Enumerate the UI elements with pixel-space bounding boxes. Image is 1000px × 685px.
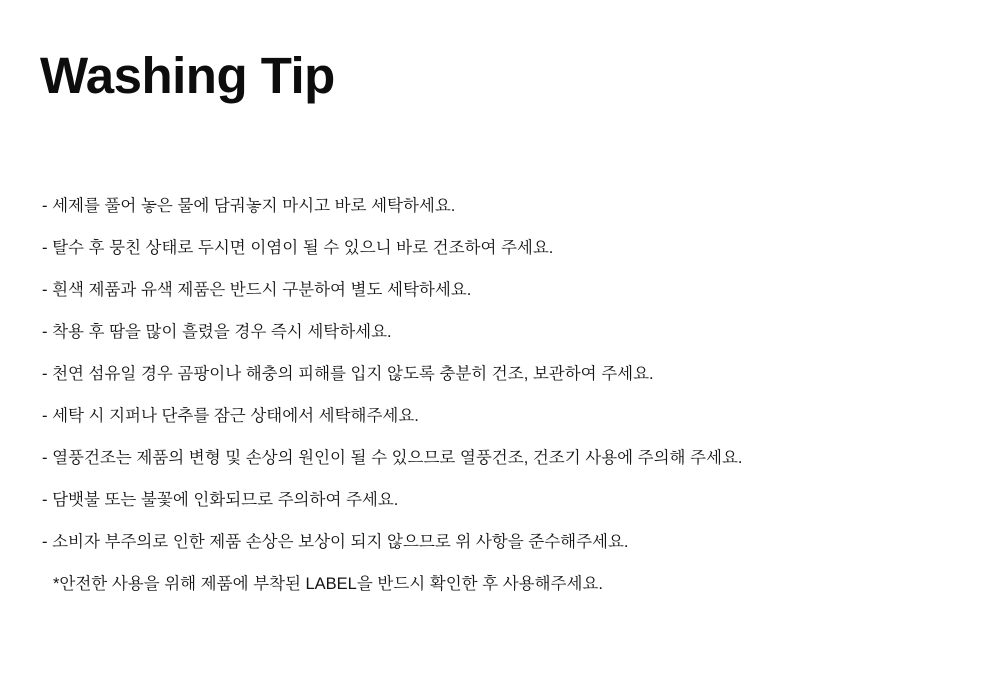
page-title: Washing Tip	[40, 47, 335, 104]
tip-item: - 소비자 부주의로 인한 제품 손상은 보상이 되지 않으므로 위 사항을 준수해주세요.	[42, 533, 629, 551]
tip-item: - 흰색 제품과 유색 제품은 반드시 구분하여 별도 세탁하세요.	[42, 281, 472, 299]
tip-item: - 세제를 풀어 놓은 물에 담궈놓지 마시고 바로 세탁하세요.	[42, 197, 456, 215]
tip-list	[42, 198, 962, 593]
tip-item: - 세탁 시 지퍼나 단추를 잠근 상태에서 세탁해주세요.	[42, 407, 419, 425]
tip-item: - 열풍건조는 제품의 변형 및 손상의 원인이 될 수 있으므로 열풍건조, 건조기 사용에 주의해 주세요.	[42, 449, 743, 467]
tip-note: *안전한 사용을 위해 제품에 부착된 LABEL을 반드시 확인한 후 사용해주세요.	[53, 575, 603, 593]
tip-item: - 착용 후 땀을 많이 흘렸을 경우 즉시 세탁하세요.	[42, 323, 392, 341]
tip-item: - 천연 섬유일 경우 곰팡이나 해충의 피해를 입지 않도록 충분히 건조, 보관하여 주세요.	[42, 365, 654, 383]
tip-item: - 탈수 후 뭉친 상태로 두시면 이염이 될 수 있으니 바로 건조하여 주세요.	[42, 239, 554, 257]
tip-item: - 담뱃불 또는 불꽃에 인화되므로 주의하여 주세요.	[42, 491, 399, 509]
